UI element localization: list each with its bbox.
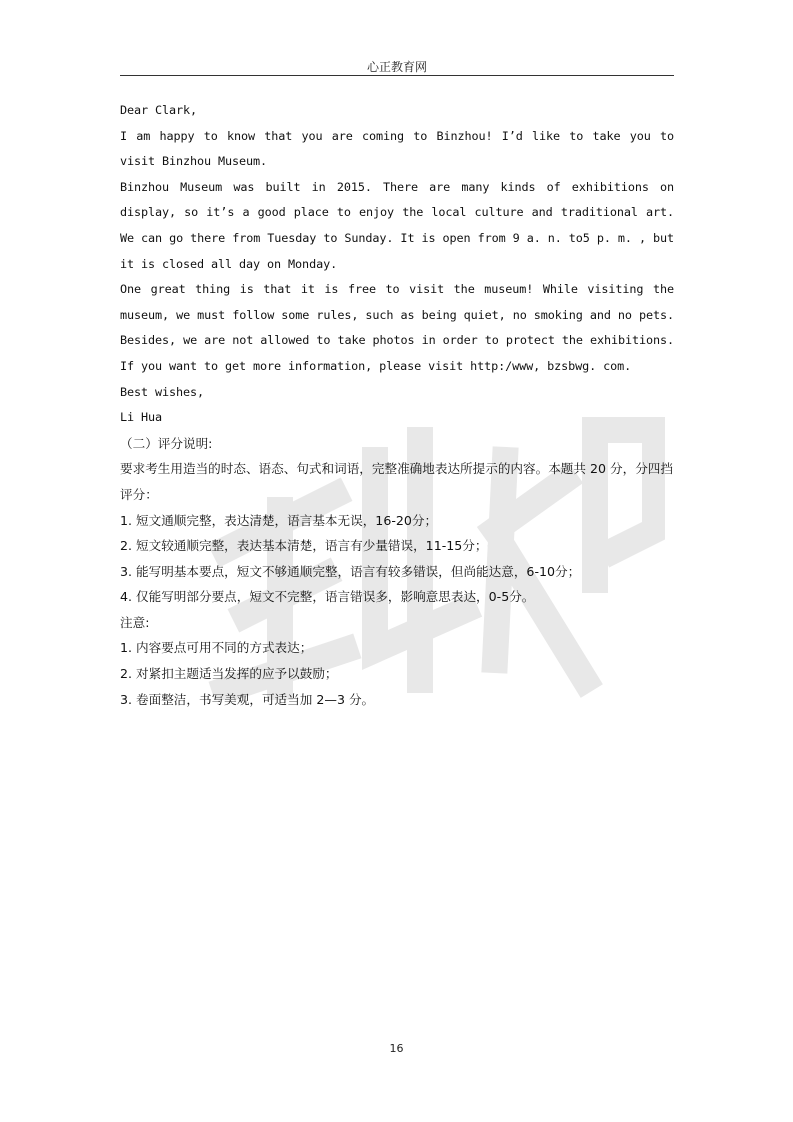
letter-paragraph: I am happy to know that you are coming to Binzhou! I’d like to take you to visit Binzhou Museum. (120, 128, 674, 169)
letter-signature: Li Hua (120, 410, 163, 425)
note-item: 3. 卷面整洁，书写美观，可适当加 2—3 分。 (120, 691, 375, 707)
header-rule (120, 75, 674, 76)
letter-greeting: Dear Clark, (120, 103, 198, 117)
page-header: 心正教育网 (366, 60, 427, 74)
note-item: 1. 内容要点可用不同的方式表达； (120, 640, 313, 656)
letter-paragraph: Binzhou Museum was built in 2015. There are many kinds of exhibitions on display, so it’s a good place to enjoy the local culture and traditional art. We can go there from Tuesday to Sunday. It is open from 9 a. n. to5 p. m. , but it is closed all day on Monday. (120, 179, 674, 271)
scoring-heading: （二）评分说明: (120, 435, 213, 451)
page-content (120, 98, 674, 712)
letter-closing: Best wishes, (120, 384, 205, 399)
notes-heading: 注意: (120, 614, 150, 630)
note-item: 2. 对紧扣主题适当发挥的应予以鼓励； (120, 666, 338, 682)
letter-paragraph: One great thing is that it is free to visit the museum! While visiting the museum, we must follow some rules, such as being quiet, no smoking and no pets. Besides, we are not allowed to take photos in order to protect the exhibitions. If you want to get more information, please visit http:/www, bzsbwg. com. (120, 282, 674, 373)
scoring-level: 2. 短文较通顺完整，表达基本清楚，语言有少量错误，11-15分； (120, 538, 488, 554)
scoring-level: 1. 短文通顺完整，表达清楚，语言基本无误，16-20分； (120, 512, 438, 528)
scoring-intro: 要求考生用造当的时态、语态、句式和词语，完整准确地表达所提示的内容。本题共 20 分，分四挡评分： (120, 461, 673, 502)
page-number: 16 (389, 1042, 404, 1055)
letter (120, 98, 674, 431)
scoring-level: 3. 能写明基本要点，短文不够通顺完整，语言有较多错误，但尚能达意，6-10分； (120, 563, 581, 579)
scoring-level: 4. 仅能写明部分要点，短文不完整，语言错误多，影响意思表达，0-5分。 (120, 589, 535, 605)
